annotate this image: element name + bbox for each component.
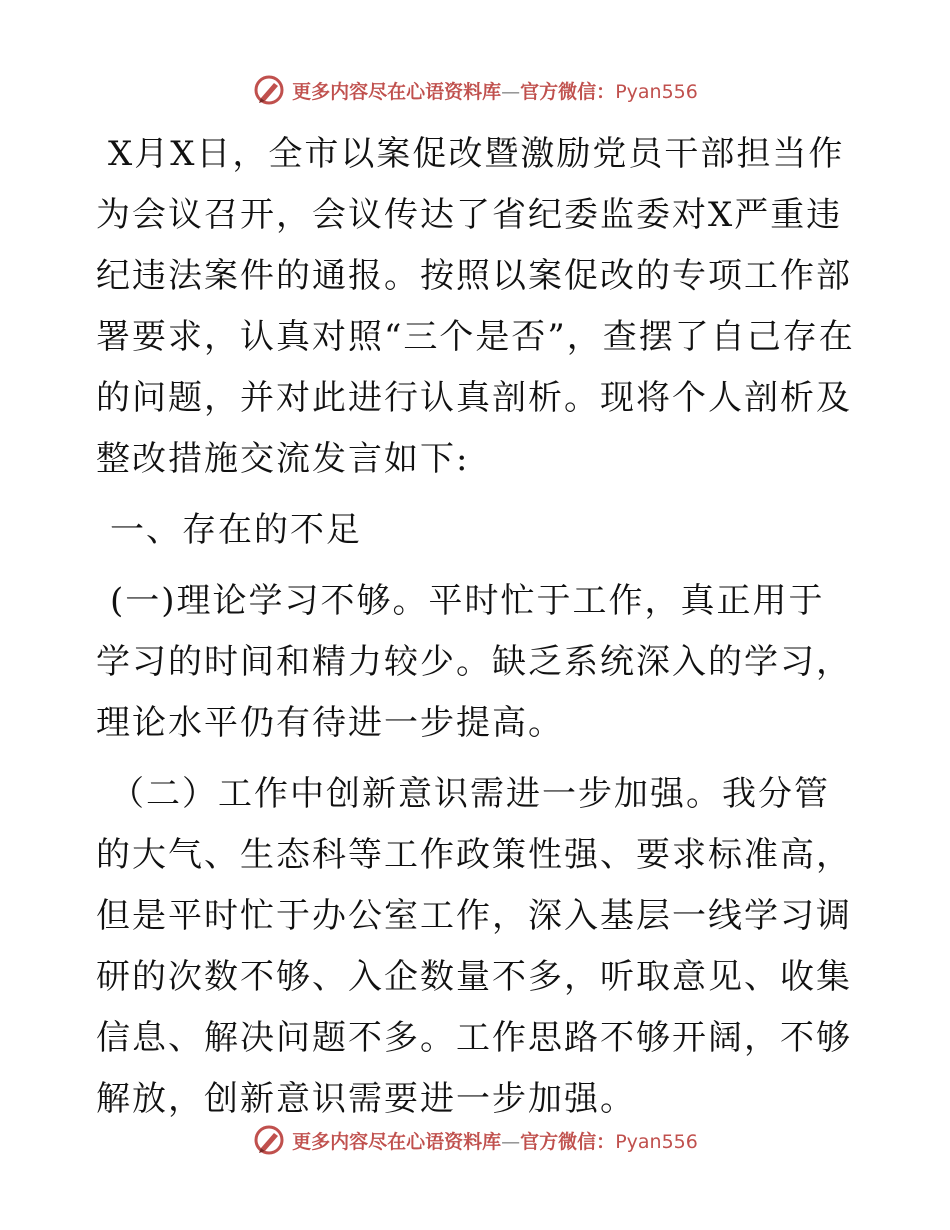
- section-heading: 一、存在的不足: [110, 510, 362, 550]
- watermark-footer: [0, 1120, 950, 1160]
- watermark-text: [292, 77, 698, 104]
- subsection-paragraph-2: （二）工作中创新意识需进一步加强。我分管的大气、生态科等工作政策性强、要求标准高，但是平时忙于办公室工作，深入基层一线学习调研的次数不够、入企数量不多，听取意见、收集信息、解决问题不多。工作思路不够开阔，不够解放，创新意识需要进一步加强。: [96, 774, 852, 1119]
- watermark-id: Pyan556: [615, 1130, 698, 1153]
- pen-logo-icon: [252, 1123, 286, 1157]
- watermark-prefix: 更多内容尽在心语资料库: [292, 80, 502, 103]
- document-body: [96, 124, 856, 1130]
- watermark-middle: 官方微信：: [520, 1130, 616, 1153]
- watermark-dash: —: [501, 80, 521, 103]
- watermark-id: Pyan556: [615, 80, 698, 103]
- watermark-middle: 官方微信：: [520, 80, 616, 103]
- subsection-paragraph-1: (一)理论学习不够。平时忙于工作，真正用于学习的时间和精力较少。缺乏系统深入的学习，理论水平仍有待进一步提高。: [96, 581, 852, 743]
- watermark-text: [292, 1127, 698, 1154]
- watermark-header: [0, 70, 950, 110]
- intro-paragraph: X月X日，全市以案促改暨激励党员干部担当作为会议召开，会议传达了省纪委监委对X严重违纪违法案件的通报。按照以案促改的专项工作部署要求，认真对照“三个是否”，查摆了自己存在的问题，并对此进行认真剖析。现将个人剖析及整改措施交流发言如下:: [96, 134, 855, 479]
- watermark-prefix: 更多内容尽在心语资料库: [292, 1130, 502, 1153]
- pen-logo-icon: [252, 73, 286, 107]
- watermark-dash: —: [501, 1130, 521, 1153]
